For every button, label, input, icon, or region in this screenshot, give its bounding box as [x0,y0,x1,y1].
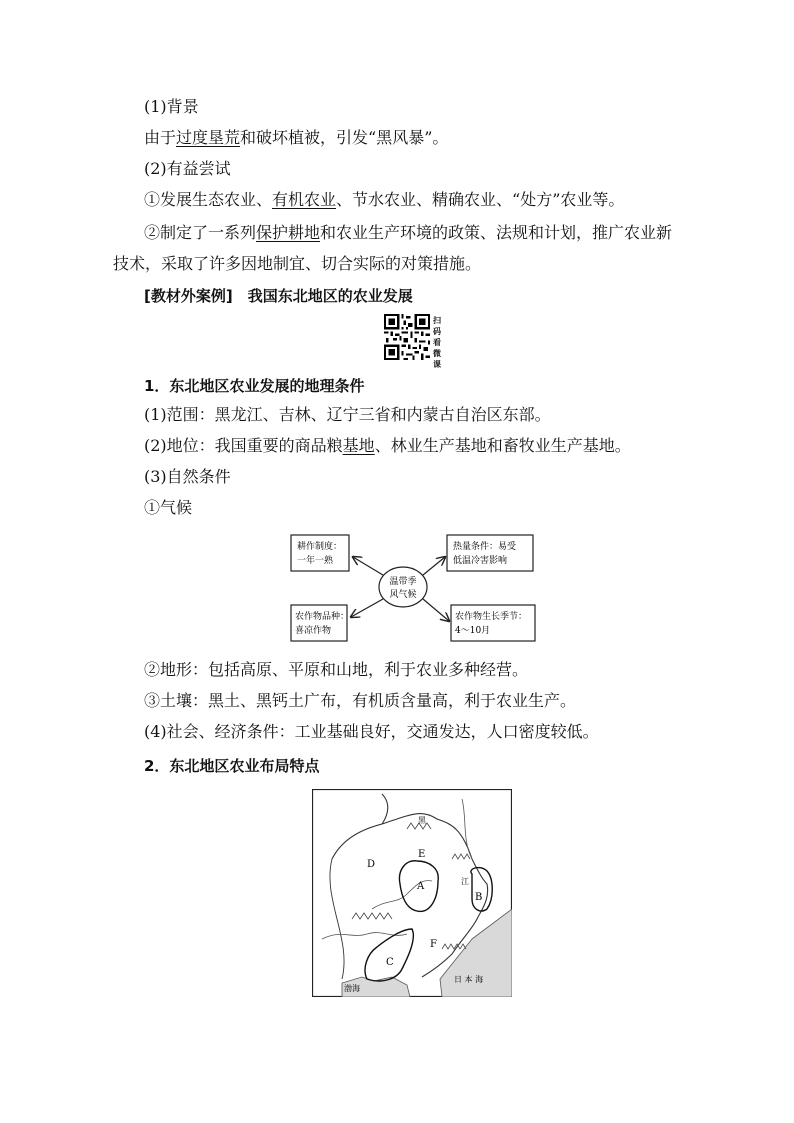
map-label-b: B [475,892,483,903]
soil-text: ③土壤：黑土、黑钙土广布，有机质含量高，利于农业生产。 [144,691,577,710]
case-title: [教材外案例] 我国东北地区的农业发展 [144,287,413,305]
map-label-bohai: 渤海 [344,984,360,993]
box-growing-season-line2: 4～10月 [455,626,491,636]
arrow-to-farming-system [353,557,383,575]
box-heat-conditions-line1: 热量条件：易受 [453,542,517,552]
status-pre: (2)地位：我国重要的商品粮 [144,436,343,455]
map-label-d: D [367,859,376,870]
attempt-1-post: 、节水农业、精确农业、“处方”农业等。 [336,190,625,209]
scope-text: (1)范围：黑龙江、吉林、辽宁三省和内蒙古自治区东部。 [144,405,551,424]
attempt-1-underline-term: 有机农业 [272,190,337,209]
qr-caption: 扫码看微课 [433,316,441,369]
arrow-to-heat-conditions [423,557,445,575]
box-heat-conditions-line2: 低温冷害影响 [453,556,508,566]
section-2-title: 2．东北地区农业布局特点 [144,757,320,775]
box-growing-season-line1: 农作物生长季节： [455,612,528,622]
map-label-e: E [418,849,426,860]
arrow-to-crop-varieties [351,599,383,617]
attempt-item-2-continued: 技术，采取了许多因地制宜、切合实际的对策措施。 [113,254,482,273]
attempt-2-underline-term: 保护耕地 [256,223,321,242]
status-post: 、林业生产基地和畜牧业生产基地。 [374,436,631,455]
map-label-a: A [417,881,425,892]
attempt-1-pre: ①发展生态农业、 [144,190,273,209]
background-text-pre: 由于 [144,128,177,147]
map-label-f: F [430,939,437,950]
qr-code-image[interactable] [384,314,430,360]
climate-title: ①气候 [144,498,193,517]
box-crop-varieties-line2: 喜凉作物 [295,626,332,636]
background-text [144,128,448,148]
map-label-c: C [386,957,394,968]
background-text-post: 和破坏植被，引发“黑风暴”。 [240,128,449,147]
box-crop-varieties-line1: 农作物品种： [295,612,350,622]
box-farming-system-line2: 一年一熟 [297,556,334,566]
attempt-2-post: 和农业生产环境的政策、法规和计划，推广农业新 [320,223,673,242]
center-climate-circle [379,567,427,607]
section-attempts-title: (2)有益尝试 [144,159,231,178]
terrain-text: ②地形：包括高原、平原和山地，利于农业多种经营。 [144,660,529,679]
arrow-to-growing-season [423,599,449,621]
background-underline-term: 过度垦荒 [176,128,241,147]
attempt-item-2 [144,223,672,243]
climate-diagram [285,527,541,647]
attempt-2-pre: ②制定了一系列 [144,223,257,242]
northeast-agriculture-map [312,789,512,997]
natural-conditions-title: (3)自然条件 [144,467,231,486]
map-label-japan-sea: 日 本 海 [454,975,484,984]
status-text [144,436,631,456]
map-label-river-hei: 黑 [418,816,426,825]
center-climate-line2: 风气候 [389,590,417,600]
map-label-river-jiang: 江 [461,877,469,886]
center-climate-line1: 温带季 [389,577,417,587]
section-background-title: (1)背景 [144,97,199,116]
social-economic-text: (4)社会、经济条件：工业基础良好，交通发达，人口密度较低。 [144,722,599,741]
section-1-title: 1．东北地区农业发展的地理条件 [144,377,365,395]
status-underline-term: 基地 [342,436,375,455]
attempt-item-1 [144,190,624,210]
box-farming-system-line1: 耕作制度： [297,542,343,552]
